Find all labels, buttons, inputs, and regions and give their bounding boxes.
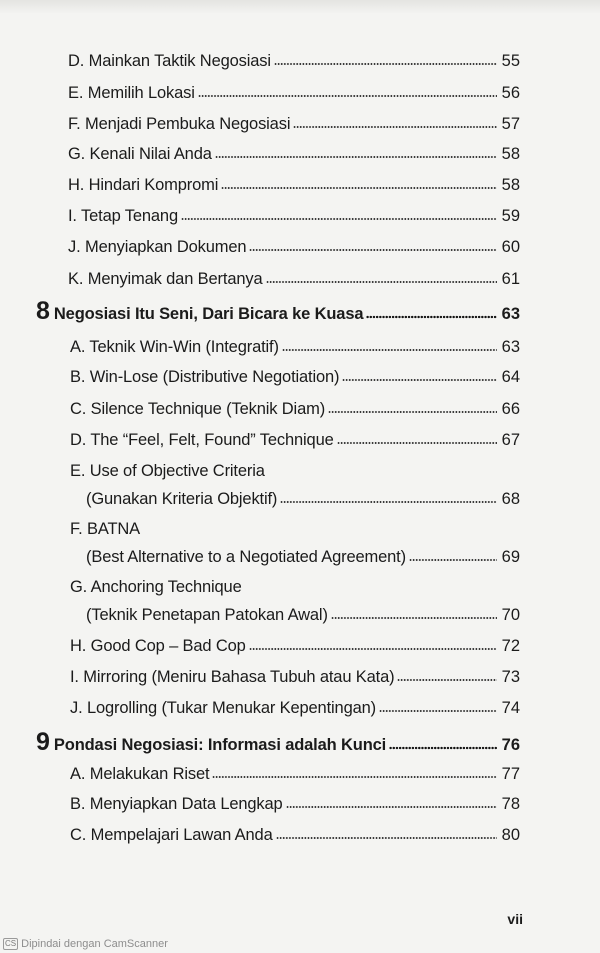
- toc-entry-page: 68: [501, 490, 520, 508]
- toc-entry-page: 64: [501, 368, 520, 386]
- toc-entry[interactable]: [68, 176, 520, 195]
- toc-entry[interactable]: [86, 548, 520, 567]
- toc-entry[interactable]: [70, 765, 520, 784]
- toc-entry-page: 67: [501, 431, 520, 449]
- toc-entry-label: (Teknik Penetapan Patokan Awal): [86, 606, 328, 624]
- toc-entry-label: A. Teknik Win-Win (Integratif): [70, 338, 279, 356]
- leader-dots: [249, 248, 497, 252]
- leader-dots: [282, 348, 497, 352]
- toc-entry[interactable]: [68, 207, 520, 226]
- toc-entry-page: 58: [501, 145, 520, 163]
- toc-entry-label: J. Logrolling (Tukar Menukar Kepentingan): [70, 699, 376, 717]
- leader-dots: [331, 616, 497, 620]
- toc-entry-page: 59: [501, 207, 520, 225]
- leader-dots: [337, 441, 497, 445]
- leader-dots: [397, 678, 497, 682]
- toc-entry-label: E. Memilih Lokasi: [68, 84, 195, 102]
- toc-entry-page: 61: [501, 270, 520, 288]
- leader-dots: [342, 378, 497, 382]
- leader-dots: [215, 155, 497, 159]
- toc-entry-page: 55: [501, 52, 520, 70]
- toc-entry-label: C. Silence Technique (Teknik Diam): [70, 400, 326, 418]
- toc-entry-label: (Best Alternative to a Negotiated Agreement): [86, 548, 406, 566]
- toc-entry-page: 80: [501, 826, 520, 844]
- toc-entry-label: A. Melakukan Riset: [70, 765, 210, 783]
- toc-entry-label: K. Menyimak dan Bertanya: [68, 270, 263, 288]
- chapter-page: 76: [501, 736, 520, 754]
- leader-dots: [379, 709, 497, 713]
- leader-dots: [181, 217, 497, 221]
- toc-entry-page: 70: [501, 606, 520, 624]
- toc-entry-label: C. Mempelajari Lawan Anda: [70, 826, 273, 844]
- toc-entry-label: D. The “Feel, Felt, Found” Technique: [70, 431, 334, 449]
- toc-entry-label: (Gunakan Kriteria Objektif): [86, 490, 278, 508]
- toc-entry-page: 57: [501, 115, 520, 133]
- leader-dots: [266, 280, 498, 284]
- toc-entry-page: 63: [501, 338, 520, 356]
- toc-chapter-9[interactable]: [36, 730, 520, 755]
- page-top-edge: [0, 0, 600, 14]
- toc-entry[interactable]: [70, 431, 520, 450]
- toc-entry[interactable]: [70, 637, 520, 656]
- toc-entry-page: 72: [501, 637, 520, 655]
- chapter-page: 63: [501, 305, 520, 323]
- toc-entry-label: B. Win-Lose (Distributive Negotiation): [70, 368, 340, 386]
- toc-entry-page: 60: [501, 238, 520, 256]
- leader-dots: [198, 94, 497, 98]
- chapter-title: Pondasi Negosiasi: Informasi adalah Kunci: [53, 736, 387, 754]
- toc-entry-page: 74: [501, 699, 520, 717]
- toc-entry-label: F. Menjadi Pembuka Negosiasi: [68, 115, 291, 133]
- page-folio: vii: [507, 911, 523, 927]
- chapter-title: Negosiasi Itu Seni, Dari Bicara ke Kuasa: [53, 305, 364, 323]
- toc-entry-line1: F. BATNA: [70, 520, 141, 538]
- toc-entry-label: B. Menyiapkan Data Lengkap: [70, 795, 283, 813]
- leader-dots: [293, 125, 497, 129]
- toc-entry[interactable]: [70, 400, 520, 419]
- leader-dots: [212, 775, 497, 779]
- toc-entry-label: H. Good Cop – Bad Cop: [70, 637, 246, 655]
- toc-entry-page: 78: [501, 795, 520, 813]
- toc-entry[interactable]: [70, 368, 520, 387]
- toc-entry-label: G. Kenali Nilai Anda: [68, 145, 212, 163]
- toc-entry[interactable]: [70, 699, 520, 718]
- toc-entry-page: 58: [501, 176, 520, 194]
- leader-dots: [286, 805, 497, 809]
- chapter-number: 8: [36, 297, 50, 325]
- toc-chapter-8[interactable]: [36, 299, 520, 324]
- toc-entry[interactable]: [68, 84, 520, 103]
- toc-entry[interactable]: [70, 338, 520, 357]
- toc-entry[interactable]: [68, 145, 520, 164]
- toc-entry[interactable]: [70, 668, 520, 687]
- toc-entry[interactable]: [68, 270, 520, 289]
- camscanner-icon: CS: [5, 939, 17, 948]
- toc-entry-label: D. Mainkan Taktik Negosiasi: [68, 52, 271, 70]
- leader-dots: [366, 315, 497, 319]
- toc-entry[interactable]: [70, 826, 520, 845]
- toc-entry-label: I. Tetap Tenang: [68, 207, 178, 225]
- leader-dots: [221, 186, 497, 190]
- watermark-text: Dipindai dengan CamScanner: [21, 938, 168, 950]
- toc-entry-line1: E. Use of Objective Criteria: [70, 462, 265, 480]
- toc-entry-label: J. Menyiapkan Dokumen: [68, 238, 247, 256]
- leader-dots: [328, 410, 497, 414]
- toc-entry-page: 73: [501, 668, 520, 686]
- toc-entry-page: 66: [501, 400, 520, 418]
- leader-dots: [276, 836, 497, 840]
- toc-entry[interactable]: [86, 490, 520, 509]
- leader-dots: [280, 500, 497, 504]
- toc-entry-page: 77: [501, 765, 520, 783]
- leader-dots: [274, 62, 497, 66]
- toc-entry[interactable]: [68, 238, 520, 257]
- toc-entry[interactable]: [70, 795, 520, 814]
- leader-dots: [409, 558, 497, 562]
- toc-entry-line1: G. Anchoring Technique: [70, 578, 242, 596]
- toc-entry-page: 56: [501, 84, 520, 102]
- toc-entry[interactable]: [68, 52, 520, 71]
- chapter-number: 9: [36, 728, 50, 756]
- toc-entry[interactable]: [86, 606, 520, 625]
- toc-entry-page: 69: [501, 548, 520, 566]
- leader-dots: [249, 647, 497, 651]
- leader-dots: [389, 746, 497, 750]
- scanner-watermark: [3, 938, 168, 950]
- toc-entry[interactable]: [68, 115, 520, 134]
- toc-entry-label: H. Hindari Kompromi: [68, 176, 219, 194]
- toc-entry-label: I. Mirroring (Meniru Bahasa Tubuh atau Kata): [70, 668, 395, 686]
